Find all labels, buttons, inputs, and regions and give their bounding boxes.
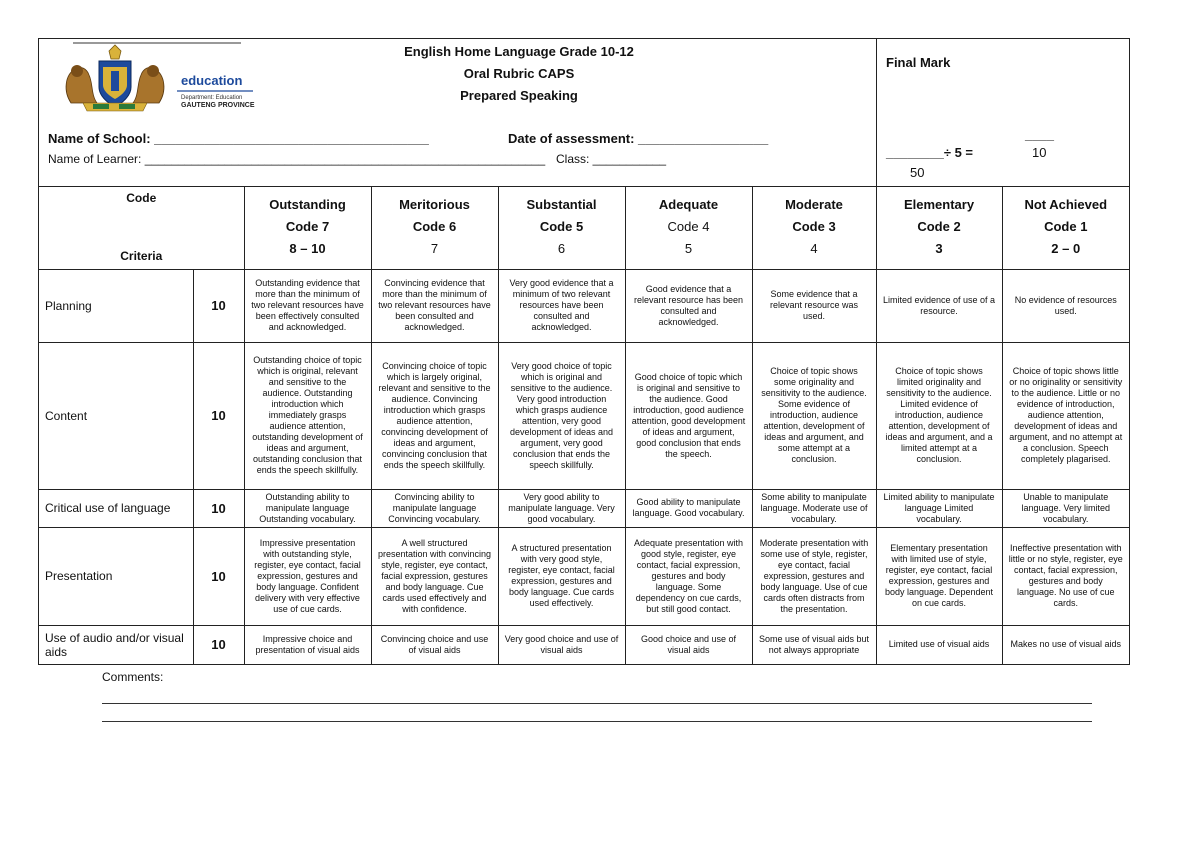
descriptor-cell[interactable]: Outstanding choice of topic which is original, relevant and sensitive to the audience. Outstanding introduction which immediately grasps audience attention, outstanding development of ideas and argument, outstanding conclusion that ends the speech skillfully. — [244, 342, 371, 489]
descriptor-cell[interactable]: Very good evidence that a minimum of two relevant resources have been consulted and acknowledged. — [498, 269, 625, 342]
descriptor-cell[interactable]: Some ability to manipulate language. Moderate use of vocabulary. — [752, 489, 876, 527]
descriptor-cell[interactable]: Good evidence that a relevant resource has been consulted and acknowledged. — [625, 269, 752, 342]
descriptor-cell[interactable]: Very good ability to manipulate language. Very good vocabulary. — [498, 489, 625, 527]
level-name: Adequate — [658, 197, 719, 213]
level-name: Not Achieved — [1024, 197, 1108, 213]
descriptor-cell[interactable]: Choice of topic shows some originality and sensitivity to the audience. Some evidence of introduction, audience attention, development of ideas and argument, and some attempt at a conclusion. — [752, 342, 876, 489]
rubric-header-row — [39, 186, 1129, 269]
descriptor-cell[interactable]: Some evidence that a relevant resource was used. — [752, 269, 876, 342]
document-title — [329, 41, 709, 107]
descriptor-cell[interactable]: Outstanding evidence that more than the minimum of two relevant resources have been effectively consulted and acknowledged. — [244, 269, 371, 342]
rubric-row-presentation — [39, 527, 1129, 625]
level-code: Code 2 — [917, 219, 961, 235]
rubric-row-content — [39, 342, 1129, 489]
descriptor-cell[interactable]: Makes no use of visual aids — [1002, 625, 1129, 664]
descriptor-cell[interactable]: Good choice of topic which is original and sensitive to the audience. Good introduction, good audience attention, good development of ideas and argument, good conclusion that ends the speech. — [625, 342, 752, 489]
criterion-label: Use of audio and/or visual aids — [39, 625, 193, 664]
learner-name-field[interactable]: Name of Learner: ____________________________________________________________ — [48, 152, 546, 166]
mark-fraction-line: ____ — [1025, 127, 1054, 142]
rubric-table — [39, 186, 1129, 664]
level-name: Meritorious — [399, 197, 470, 213]
descriptor-cell[interactable]: Some use of visual aids but not always appropriate — [752, 625, 876, 664]
level-range: 8 – 10 — [289, 241, 326, 257]
criterion-points: 10 — [193, 625, 244, 664]
level-range: 5 — [684, 241, 693, 257]
level-range: 7 — [430, 241, 439, 257]
level-range: 4 — [810, 241, 818, 257]
rubric-row-language — [39, 489, 1129, 527]
title-line-1: English Home Language Grade 10-12 — [404, 44, 634, 59]
descriptor-cell[interactable]: Choice of topic shows limited originality and sensitivity to the audience. Limited evidence of introduction, audience attention, development of ideas and argument, and a limited attempt at a conclusion. — [876, 342, 1002, 489]
descriptor-cell[interactable]: Limited use of visual aids — [876, 625, 1002, 664]
final-mark-label: Final Mark — [886, 55, 951, 70]
descriptor-cell[interactable]: Limited evidence of use of a resource. — [876, 269, 1002, 342]
level-header — [876, 186, 1002, 269]
code-criteria-header — [39, 186, 244, 269]
descriptor-cell[interactable]: Moderate presentation with some use of style, register, eye contact, facial expression, gestures and body language. Use of cue cards often distracts from the presentation. — [752, 527, 876, 625]
descriptor-cell[interactable]: Outstanding ability to manipulate language Outstanding vocabulary. — [244, 489, 371, 527]
logo-word: education — [181, 73, 243, 88]
descriptor-cell[interactable]: Good ability to manipulate language. Good vocabulary. — [625, 489, 752, 527]
criterion-label: Critical use of language — [39, 489, 193, 527]
criteria-label: Criteria — [120, 249, 163, 263]
logo-province: GAUTENG PROVINCE — [181, 102, 255, 109]
criterion-label: Content — [39, 342, 193, 489]
descriptor-cell[interactable]: Adequate presentation with good style, register, eye contact, facial expression, gestures and body language. Some dependency on cue cards, but still good contact. — [625, 527, 752, 625]
level-name: Elementary — [903, 197, 975, 213]
class-field[interactable]: Class: ___________ — [556, 152, 667, 166]
rubric-frame — [38, 38, 1130, 665]
descriptor-cell[interactable]: Good choice and use of visual aids — [625, 625, 752, 664]
level-header — [752, 186, 876, 269]
level-header — [498, 186, 625, 269]
level-range: 6 — [557, 241, 566, 257]
logo-department: Department: Education — [181, 95, 243, 101]
level-header — [625, 186, 752, 269]
descriptor-cell[interactable]: Unable to manipulate language. Very limited vocabulary. — [1002, 489, 1129, 527]
level-header — [244, 186, 371, 269]
title-line-2: Oral Rubric CAPS — [463, 66, 575, 81]
mark-out-of-50: 50 — [910, 165, 925, 180]
descriptor-cell[interactable]: Impressive presentation with outstanding style, register, eye contact, facial expression, gestures and body language. Confident delivery with very effective use of cue cards. — [244, 527, 371, 625]
level-name: Outstanding — [269, 197, 346, 213]
level-code: Code 6 — [412, 219, 457, 235]
descriptor-cell[interactable]: Convincing ability to manipulate language Convincing vocabulary. — [371, 489, 498, 527]
level-code: Code 1 — [1044, 219, 1088, 235]
level-code: Code 3 — [792, 219, 836, 235]
descriptor-cell[interactable]: Convincing choice and use of visual aids — [371, 625, 498, 664]
descriptor-cell[interactable]: No evidence of resources used. — [1002, 269, 1129, 342]
descriptor-cell[interactable]: Very good choice and use of visual aids — [498, 625, 625, 664]
descriptor-cell[interactable]: Elementary presentation with limited use of style, register, eye contact, facial expression, gestures and body language. Dependent on cue cards. — [876, 527, 1002, 625]
criterion-points: 10 — [193, 489, 244, 527]
criterion-label: Planning — [39, 269, 193, 342]
mark-formula[interactable]: ________÷ 5 = — [886, 145, 974, 160]
level-header — [371, 186, 498, 269]
level-code: Code 5 — [539, 219, 584, 235]
level-name: Substantial — [526, 197, 597, 213]
comments-label: Comments: — [102, 670, 164, 684]
level-header — [1002, 186, 1129, 269]
gauteng-education-logo — [53, 41, 283, 117]
level-range: 3 — [935, 241, 943, 257]
criterion-points: 10 — [193, 527, 244, 625]
level-code: Code 7 — [285, 219, 330, 235]
descriptor-cell[interactable]: A well structured presentation with convincing style, register, eye contact, facial expression, gestures and body language. Cue cards used effectively and with confidence. — [371, 527, 498, 625]
descriptor-cell[interactable]: Convincing evidence that more than the minimum of two relevant resources have been consulted and acknowledged. — [371, 269, 498, 342]
criterion-points: 10 — [193, 269, 244, 342]
descriptor-cell[interactable]: Very good choice of topic which is original and sensitive to the audience. Very good introduction which grasps audience attention, very good development of ideas and argument, very good conclusion that ends the speech skillfully. — [498, 342, 625, 489]
level-name: Moderate — [785, 197, 843, 213]
comment-line[interactable] — [102, 703, 1092, 704]
header-section — [39, 39, 1129, 187]
rubric-row-planning — [39, 269, 1129, 342]
criterion-points: 10 — [193, 342, 244, 489]
level-range: 2 – 0 — [1051, 241, 1081, 257]
criterion-label: Presentation — [39, 527, 193, 625]
school-name-field[interactable]: Name of School: ______________________________________ — [48, 131, 429, 146]
descriptor-cell[interactable]: Convincing choice of topic which is largely original, relevant and sensitive to the audience. Convincing introduction which grasps audience attention, convincing development of ideas and argument, convincing conclusion that ends the speech skillfully. — [371, 342, 498, 489]
mark-out-of-10: 10 — [1032, 145, 1047, 160]
descriptor-cell[interactable]: Impressive choice and presentation of visual aids — [244, 625, 371, 664]
descriptor-cell[interactable]: Ineffective presentation with little or no style, register, eye contact, facial expression, gestures and body language. No use of cue cards. — [1002, 527, 1129, 625]
final-mark-divider — [876, 39, 877, 186]
title-line-3: Prepared Speaking — [460, 88, 578, 103]
descriptor-cell[interactable]: Limited ability to manipulate language Limited vocabulary. — [876, 489, 1002, 527]
assessment-date-field[interactable]: Date of assessment: __________________ — [508, 131, 769, 146]
descriptor-cell[interactable]: A structured presentation with very good style, register, eye contact, facial expression, gestures and body language. Cue cards used effectively. — [498, 527, 625, 625]
comment-line[interactable] — [102, 721, 1092, 722]
level-code: Code 4 — [667, 219, 710, 235]
code-label: Code — [126, 191, 157, 205]
rubric-row-visual-aids — [39, 625, 1129, 664]
descriptor-cell[interactable]: Choice of topic shows little or no originality or sensitivity to the audience. Little or no evidence of introduction, audience attention, development of ideas and argument, and no attempt at a conclusion. Speech completely plagarised. — [1002, 342, 1129, 489]
